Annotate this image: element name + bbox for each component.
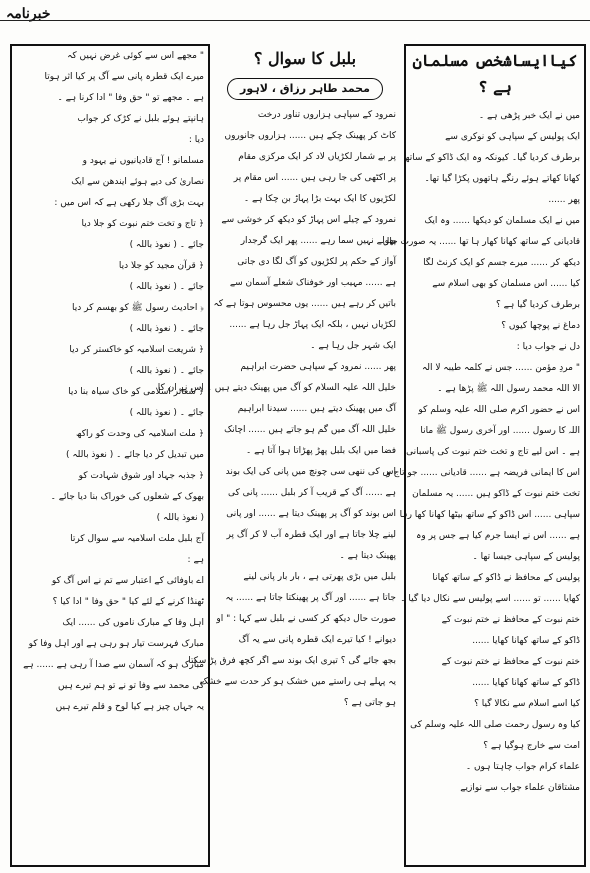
- text-line: آج بلبل ملت اسلامیہ سے سوال کرتا: [70, 534, 204, 544]
- text-line: خلیل اللہ آگ میں گم ہو جاتے ہیں ...... اچانک: [224, 425, 396, 435]
- text-line: برطرف کردیا گیا ہے ؟: [496, 300, 580, 310]
- text-line: ڈاکو کے ساتھ کھانا کھایا ......: [472, 678, 580, 688]
- text-line: بھوک کے شعلوں کی خوراک بنا دیا جائے ۔: [50, 492, 204, 502]
- text-line: ﴿ شعائر اسلامی کو خاک سیاہ بنا دیا: [68, 387, 204, 397]
- text-line: ختم نبوت کے محافظ نے ختم نبوت کے: [441, 657, 580, 667]
- text-line: بجھ جائے گی ؟ تیری ایک بوند سے اگر کچھ فرق پڑ سکتا: [188, 656, 396, 666]
- text-line: پھر ...... نمرود کے سپاہی حضرت ابراہیم: [240, 362, 396, 372]
- text-line: اللہ کا رسول ...... اور آخری رسول ﷺ مانا: [420, 426, 580, 436]
- text-line: اس نے حضور اکرم صلی اللہ علیہ وسلم کو: [418, 405, 580, 415]
- text-line: صورت حال دیکھ کر کسی نے بلبل سے کہا : " او: [216, 614, 396, 624]
- text-line: دیوانے ! کیا تیرے ایک قطرہ پانی سے یہ آگ: [238, 635, 396, 645]
- text-line: ڈاکو کے ساتھ کھانا کھایا ......: [472, 636, 580, 646]
- text-line: ہے :: [187, 555, 204, 565]
- text-line: میں نے ایک خبر پڑھی ہے ۔: [478, 111, 580, 121]
- text-line: مشتاقان علماء جواب سے نوازیے: [460, 783, 580, 793]
- text-line: مسلمانو ! آج قادیانیوں نے یہود و: [82, 156, 204, 166]
- text-line: ٹھنڈا کرنے کے لئے کیا " حق وفا " ادا کیا ؟: [52, 597, 204, 607]
- text-line: دل نے جواب دیا :: [516, 342, 580, 352]
- text-line: ایک پولیس کے سپاہی کو نوکری سے: [445, 132, 580, 142]
- text-line: جائے ۔ ( نعوذ باللہ ): [129, 282, 204, 292]
- text-line: بلبل میں بڑی پھرتی ہے ، بار بار پانی لینے: [243, 572, 396, 582]
- text-line: پولیس کے سپاہی جیسا تھا ۔: [472, 552, 580, 562]
- text-line: " مجھے اس سے کوئی غرض نہیں کہ: [67, 51, 204, 61]
- text-line: ﴿ احادیث رسول ﷺ کو بھسم کر دیا: [72, 303, 204, 313]
- text-line: برطرف کردیا گیا۔ کیونکہ وہ ایک ڈاکو کے ساتھ: [404, 153, 580, 163]
- text-line: سپاہی ...... اس ڈاکو کے ساتھ بیٹھا کھانا کھا رہا: [399, 510, 580, 520]
- text-line: پھولے نہیں سما رہے ...... پھر ایک گرجدار: [240, 236, 396, 246]
- text-line: ( نعوذ باللہ ): [156, 513, 204, 523]
- text-line: میں تبدیل کر دیا جائے ۔ ( نعوذ باللہ ): [65, 450, 204, 460]
- text-line: پھینک دیتا ہے ۔: [339, 551, 396, 561]
- text-line: کھانا کھاتے ہوئے رنگے ہاتھوں پکڑا گیا تھا۔: [424, 174, 580, 184]
- text-line: جائے ۔ ( نعوذ باللہ ): [129, 408, 204, 418]
- text-line: میرے ایک قطرہ پانی سے آگ پر کیا اثر ہوتا: [44, 72, 204, 82]
- text-line: بہت بڑی آگ جلا رکھی ہے کہ اس میں :: [54, 198, 204, 208]
- text-line: ہے ...... اس نے ایسا جرم کیا ہے جس پر وہ: [416, 531, 580, 541]
- text-line: جاتا ہے ...... اور آگ پر پھینکتا جاتا ہے ...... یہ: [225, 593, 396, 603]
- text-line: ﴿ جذبہ جہاد اور شوق شہادت کو: [78, 471, 204, 481]
- text-line: اس کی ننھی سی چونچ میں پانی کی ایک بوند: [225, 467, 396, 477]
- text-line: تخت ختم نبوت کے ڈاکو ہیں ...... یہ مسلمان: [412, 489, 580, 499]
- text-line: دیا :: [188, 135, 204, 145]
- text-line: پھر ......: [548, 195, 580, 205]
- text-line: کھایا ...... تو ...... اسے پولیس سے نکال دیا گیا ۔: [400, 594, 580, 604]
- text-line: نمرود کے چیلے اس پہاڑ کو دیکھ کر خوشی سے: [221, 215, 396, 225]
- left-column: [16, 46, 204, 865]
- right-column: [382, 46, 580, 865]
- text-line: ﴿ ملت اسلامیہ کی وحدت کو راکھ: [76, 429, 204, 439]
- text-line: الا اللہ محمد رسول اللہ ﷺ پڑھا ہے ۔: [437, 384, 580, 394]
- article-frame: [10, 44, 586, 865]
- text-line: جائے ۔ ( نعوذ باللہ ): [129, 366, 204, 376]
- text-line: فضا میں ایک بلبل پھڑ پھڑاتا ہوا آتا ہے ۔: [245, 446, 396, 456]
- text-line: پر اکٹھی کی جا رہی ہیں ...... اس مقام پر: [233, 173, 396, 183]
- text-line: ایک شہر جل رہا ہے ۔: [310, 341, 396, 351]
- masthead-logo: خبرنامہ: [6, 6, 51, 22]
- text-line: کیا ...... اس مسلمان کو بھی اسلام سے: [432, 279, 580, 289]
- text-line: نصاریٰ کی دیے ہوئے ایندھن سے ایک: [71, 177, 204, 187]
- text-line: اے باوفائی کے اعتبار سے تم نے اس آگ کو: [51, 576, 204, 586]
- text-line: ہے ...... مہیب اور خوفناک شعلے آسمان سے: [229, 278, 396, 288]
- text-line: پر بے شمار لکڑیاں لاد کر ایک مرکزی مقام: [238, 152, 396, 162]
- text-line: ہے ...... آگ کے قریب آ کر بلبل ...... پانی کی: [227, 488, 396, 498]
- text-line: ختم نبوت کے محافظ نے ختم نبوت کے: [441, 615, 580, 625]
- text-line: امت سے خارج ہوگیا ہے ؟: [483, 741, 580, 751]
- text-line: باتیں کر رہے ہیں ...... یوں محسوس ہوتا ہے کہ: [213, 299, 396, 309]
- text-line: یہ جہاں چیز ہے کیا لوح و قلم تیرے ہیں: [55, 702, 204, 712]
- text-line: ﴿ قرآن مجید کو جلا دیا: [118, 261, 204, 271]
- text-line: دماغ نے پوچھا کیوں ؟: [501, 321, 580, 331]
- text-line: مبارک ہو کہ آسمان سے صدا آ رہی ہے ...... ہے: [23, 660, 204, 670]
- text-line: کیا اسے اسلام سے نکالا گیا ؟: [474, 699, 580, 709]
- text-line: اس کا ایمانی فریضہ ہے ...... قادیانی ...... جو تاج و: [386, 468, 580, 478]
- text-line: " مردِ مؤمن ...... جس نے کلمہ طیبہ لا الہ: [421, 363, 580, 373]
- text-line: آگ میں پھینک دیتے ہیں ...... سیدنا ابراہیم: [237, 404, 396, 414]
- author-byline: محمد طاہر رزاق ، لاہور: [227, 78, 383, 100]
- right-article-title: کیاایساشخص مسلمان ہے ؟: [412, 51, 578, 96]
- text-line: ہے ۔ اس لیے تاج و تخت ختم نبوت کی پاسبانی: [406, 447, 580, 457]
- text-line: جائے ۔ ( نعوذ باللہ ): [129, 240, 204, 250]
- text-line: ہے ۔ مجھے تو " حق وفا " ادا کرنا ہے ۔: [57, 93, 204, 103]
- text-line: اہل وفا کے مبارک ناموں کی ...... ایک: [62, 618, 204, 628]
- left-article-box: [10, 44, 210, 867]
- text-line: کاٹ کر پھینک چکے ہیں ...... ہزاروں جانوروں: [224, 131, 396, 141]
- middle-article-title: بلبل کا سوال ؟: [253, 49, 357, 68]
- text-line: نمرود کے سپاہی ہزاروں تناور درخت: [257, 110, 396, 120]
- text-line: علماء کرام جواب چاہتا ہوں ۔: [465, 762, 580, 772]
- text-line: لینے چلا جاتا ہے اور ایک قطرہ آب لا کر آگ پر: [226, 530, 396, 540]
- text-line: کیا وہ رسول رحمت صلی اللہ علیہ وسلم کی: [410, 720, 580, 730]
- text-line: جائے ۔ ( نعوذ باللہ ): [129, 324, 204, 334]
- text-line: ہو جاتی ہے ؟: [343, 698, 396, 708]
- text-line: ﴿ شریعت اسلامیہ کو خاکستر کر دیا: [69, 345, 204, 355]
- text-line: خلیل اللہ علیہ السلام کو آگ میں پھینک دیتے ہیں ۔ اس نے ان کا: [157, 383, 396, 393]
- text-line: آواز کے حکم پر لکڑیوں کو آگ لگا دی جاتی: [237, 257, 396, 267]
- text-line: لکڑیوں کا ایک بہت بڑا پہاڑ بن چکا ہے ۔: [243, 194, 396, 204]
- right-column-text: [382, 106, 580, 799]
- header-rule: [0, 20, 590, 21]
- text-line: ﴿ تاج و تخت ختم نبوت کو جلا دیا: [81, 219, 204, 229]
- text-line: قادیانی کے ساتھ کھانا کھار ہا تھا ...... یہ صورت حال: [382, 237, 580, 247]
- text-line: پولیس کے محافظ نے ڈاکو کے ساتھ کھانا: [432, 573, 580, 583]
- text-line: کی محمد سے وفا تو نے تو ہم تیرے ہیں: [58, 681, 204, 691]
- text-line: لکڑیاں نہیں ، بلکہ ایک پہاڑ جل رہا ہے ......: [229, 320, 396, 330]
- text-line: ہانپتے ہوئے بلبل نے کڑک کر جواب: [77, 114, 204, 124]
- right-article-box: [382, 44, 586, 867]
- text-line: مبارک فہرست تیار ہو رہی ہے اور اہل وفا کو: [28, 639, 204, 649]
- text-line: میں نے ایک مسلمان کو دیکھا ...... وہ ایک: [424, 216, 580, 226]
- text-line: یہ پہلے ہی راستے میں خشک ہو کر حدت سے خشک: [199, 677, 396, 687]
- text-line: اس بوند کو آگ پر پھینک دیتا ہے ...... اور پانی: [226, 509, 396, 519]
- text-line: دیکھ کر ...... میرے جسم کو ایک کرنٹ لگا: [423, 258, 580, 268]
